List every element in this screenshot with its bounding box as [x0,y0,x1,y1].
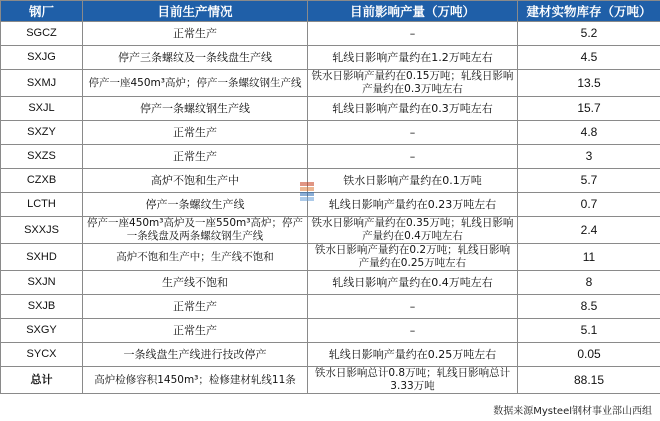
table-header-row [1,1,660,22]
impact-cell: 轧线日影响产量约在0.3万吨左右 [308,97,518,121]
table-row [1,295,660,319]
company-cell: SYCX [1,343,83,367]
company-cell: SXJL [1,97,83,121]
situation-cell: 正常生产 [83,121,308,145]
company-cell: 总计 [1,367,83,394]
situation-cell: 停产三条螺纹及一条线盘生产线 [83,46,308,70]
impact-cell: 铁水日影响产量约在0.1万吨 [308,169,518,193]
table-row [1,217,660,244]
company-cell: CZXB [1,169,83,193]
table-row [1,343,660,367]
table-row [1,169,660,193]
company-cell: SXHD [1,244,83,271]
company-cell: SXJB [1,295,83,319]
header-impact: 目前影响产量（万吨） [308,1,518,22]
inventory-cell: 88.15 [518,367,660,394]
impact-cell: – [308,295,518,319]
table-row [1,145,660,169]
table-row [1,70,660,97]
company-cell: LCTH [1,193,83,217]
situation-cell: 正常生产 [83,145,308,169]
situation-cell: 停产一座450m³高炉；停产一条螺纹钢生产线 [83,70,308,97]
company-cell: SXJG [1,46,83,70]
watermark-logo-icon [300,182,314,204]
inventory-cell: 4.5 [518,46,660,70]
impact-cell: – [308,319,518,343]
inventory-cell: 5.2 [518,22,660,46]
impact-cell: 轧线日影响产量约在0.4万吨左右 [308,271,518,295]
header-company: 钢厂 [1,1,83,22]
inventory-cell: 0.05 [518,343,660,367]
table-row [1,319,660,343]
situation-cell: 停产一条螺纹生产线 [83,193,308,217]
impact-cell: – [308,22,518,46]
inventory-cell: 8 [518,271,660,295]
impact-cell: 铁水日影响产量约在0.35万吨；轧线日影响产量约在0.4万吨左右 [308,217,518,244]
table-row [1,121,660,145]
total-row [1,367,660,394]
company-cell: SXZS [1,145,83,169]
header-situation: 目前生产情况 [83,1,308,22]
company-cell: SGCZ [1,22,83,46]
company-cell: SXJN [1,271,83,295]
situation-cell: 一条线盘生产线进行技改停产 [83,343,308,367]
company-cell: SXGY [1,319,83,343]
table-row [1,244,660,271]
table-row [1,271,660,295]
source-footnote: 数据来源Mysteel钢材事业部山西组 [493,406,652,417]
table-row [1,22,660,46]
situation-cell: 停产一座450m³高炉及一座550m³高炉；停产一条线盘及两条螺纹钢生产线 [83,217,308,244]
situation-cell: 正常生产 [83,319,308,343]
impact-cell: – [308,145,518,169]
inventory-cell: 4.8 [518,121,660,145]
inventory-cell: 0.7 [518,193,660,217]
inventory-cell: 15.7 [518,97,660,121]
inventory-cell: 13.5 [518,70,660,97]
impact-cell: – [308,121,518,145]
situation-cell: 生产线不饱和 [83,271,308,295]
impact-cell: 轧线日影响产量约在0.25万吨左右 [308,343,518,367]
table-row [1,193,660,217]
situation-cell: 正常生产 [83,22,308,46]
situation-cell: 停产一条螺纹钢生产线 [83,97,308,121]
inventory-cell: 11 [518,244,660,271]
header-inventory: 建材实物库存（万吨） [518,1,660,22]
inventory-cell: 5.7 [518,169,660,193]
inventory-cell: 2.4 [518,217,660,244]
company-cell: SXMJ [1,70,83,97]
situation-cell: 高炉不饱和生产中；生产线不饱和 [83,244,308,271]
situation-cell: 正常生产 [83,295,308,319]
inventory-cell: 5.1 [518,319,660,343]
impact-cell: 铁水日影响产量约在0.15万吨；轧线日影响产量约在0.3万吨左右 [308,70,518,97]
situation-cell: 高炉检修容积1450m³；检修建材轧线11条 [83,367,308,394]
impact-cell: 铁水日影响产量约在0.2万吨；轧线日影响产量约在0.25万吨左右 [308,244,518,271]
table-row [1,97,660,121]
inventory-cell: 3 [518,145,660,169]
table-row [1,46,660,70]
inventory-cell: 8.5 [518,295,660,319]
situation-cell: 高炉不饱和生产中 [83,169,308,193]
impact-cell: 轧线日影响产量约在0.23万吨左右 [308,193,518,217]
company-cell: SXZY [1,121,83,145]
impact-cell: 铁水日影响总计0.8万吨；轧线日影响总计3.33万吨 [308,367,518,394]
company-cell: SXXJS [1,217,83,244]
impact-cell: 轧线日影响产量约在1.2万吨左右 [308,46,518,70]
